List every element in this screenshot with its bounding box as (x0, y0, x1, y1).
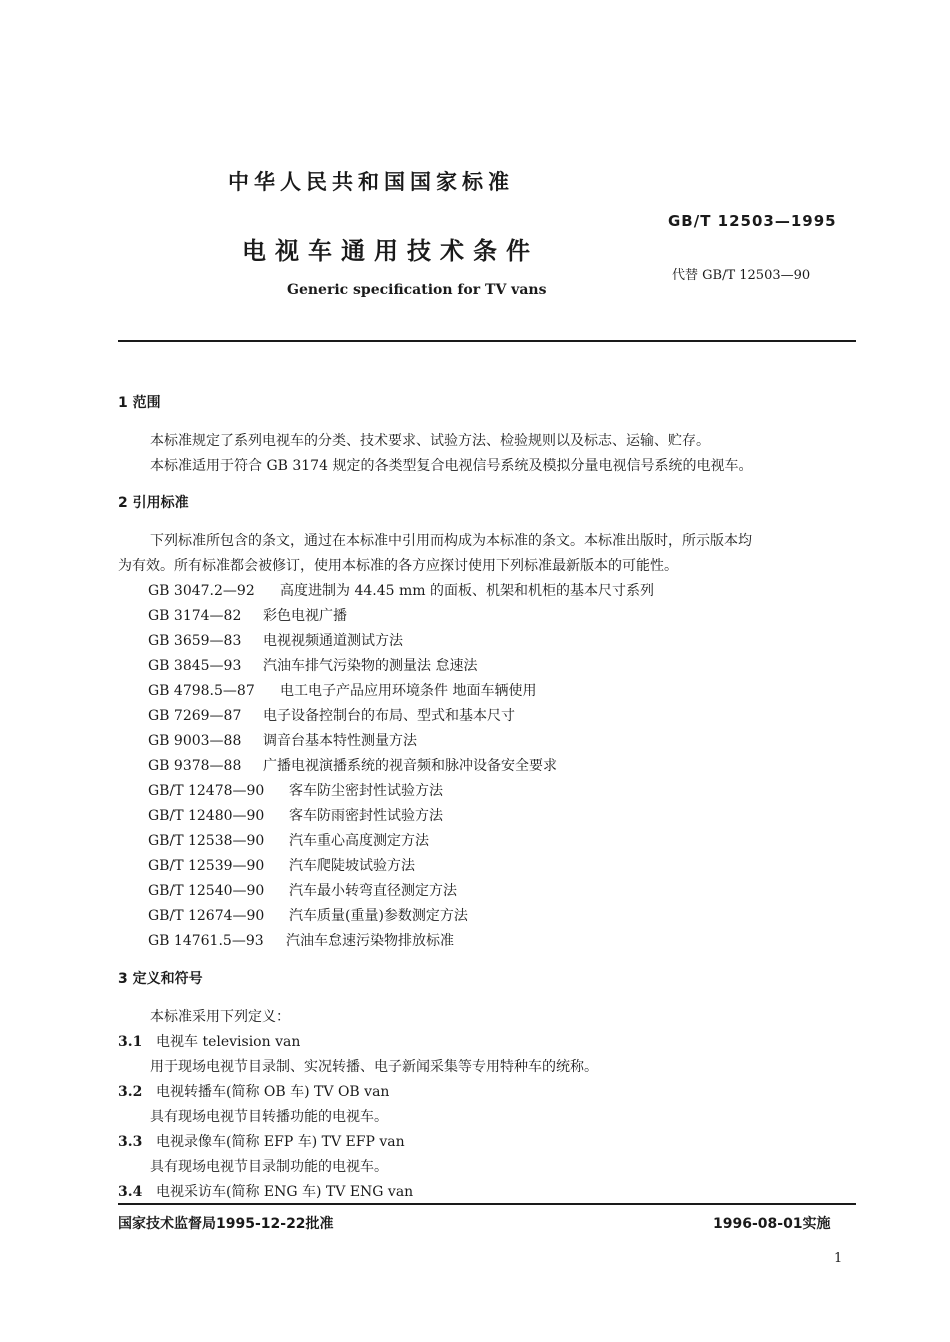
standard-code: GB/T 12480—90 (148, 808, 265, 824)
list-item (148, 605, 347, 625)
page-number: 1 (834, 1251, 843, 1266)
document-title: 电视车通用技术条件 (242, 237, 539, 265)
standard-code: GB/T 12540—90 (148, 883, 265, 899)
definition-3-3-term (118, 1131, 405, 1151)
supersedes-note: 代替 GB/T 12503—90 (672, 268, 811, 283)
standard-title: 调音台基本特性测量方法 (263, 733, 417, 749)
definition-number: 3.2 (118, 1084, 143, 1100)
section-3-intro: 本标准采用下列定义： (150, 1009, 290, 1025)
section-3-heading: 3 定义和符号 (118, 971, 203, 987)
footer-divider (118, 1203, 856, 1205)
definition-term: 电视车 television van (156, 1034, 301, 1050)
standard-title: 汽车重心高度测定方法 (289, 833, 429, 849)
standard-code: GB/T 12539—90 (148, 858, 265, 874)
standard-code: GB 7269—87 (148, 708, 242, 724)
section-1-paragraph-1: 本标准规定了系列电视车的分类、技术要求、试验方法、检验规则以及标志、运输、贮存。 (150, 433, 710, 449)
list-item (148, 680, 536, 700)
definition-3-2-description: 具有现场电视节目转播功能的电视车。 (150, 1109, 388, 1125)
list-item (148, 830, 429, 850)
org-title: 中华人民共和国国家标准 (228, 170, 514, 194)
standard-code: GB/T 12478—90 (148, 783, 265, 799)
definition-3-2-term (118, 1081, 389, 1101)
standard-code: GB 3845—93 (148, 658, 242, 674)
approval-note: 国家技术监督局1995-12-22批准 (118, 1216, 334, 1232)
list-item (148, 705, 515, 725)
standard-code: GB 3047.2—92 (148, 583, 255, 599)
standard-title: 客车防雨密封性试验方法 (289, 808, 443, 824)
definition-number: 3.4 (118, 1184, 143, 1200)
standard-code: GB 3174—82 (148, 608, 242, 624)
definition-3-3-description: 具有现场电视节目录制功能的电视车。 (150, 1159, 388, 1175)
list-item (148, 730, 417, 750)
section-2-intro-line-2: 为有效。所有标准都会被修订，使用本标准的各方应探讨使用下列标准最新版本的可能性。 (118, 558, 678, 574)
definition-number: 3.3 (118, 1134, 143, 1150)
standard-title: 电工电子产品应用环境条件 地面车辆使用 (280, 683, 537, 699)
standard-title: 广播电视演播系统的视音频和脉冲设备安全要求 (263, 758, 557, 774)
standard-title: 汽车质量(重量)参数测定方法 (289, 908, 468, 924)
definition-number: 3.1 (118, 1034, 143, 1050)
standard-code: GB/T 12538—90 (148, 833, 265, 849)
section-2-heading: 2 引用标准 (118, 495, 189, 511)
list-item (148, 930, 454, 950)
standard-number: GB/T 12503—1995 (668, 212, 837, 230)
section-1-paragraph-2: 本标准适用于符合 GB 3174 规定的各类型复合电视信号系统及模拟分量电视信号系统的电视车。 (150, 458, 753, 474)
section-1-heading: 1 范围 (118, 395, 161, 411)
standard-title: 电子设备控制台的布局、型式和基本尺寸 (263, 708, 515, 724)
standard-title: 汽油车排气污染物的测量法 怠速法 (263, 658, 478, 674)
list-item (148, 805, 443, 825)
standard-title: 彩色电视广播 (263, 608, 347, 624)
list-item (148, 630, 403, 650)
section-2-intro-line-1: 下列标准所包含的条文，通过在本标准中引用而构成为本标准的条文。本标准出版时，所示版本均 (150, 533, 752, 549)
standard-title: 汽车最小转弯直径测定方法 (289, 883, 457, 899)
standard-code: GB 4798.5—87 (148, 683, 255, 699)
standard-code: GB/T 12674—90 (148, 908, 265, 924)
standard-title: 客车防尘密封性试验方法 (289, 783, 443, 799)
list-item (148, 905, 468, 925)
list-item (148, 580, 654, 600)
standard-code: GB 9378—88 (148, 758, 242, 774)
standard-title: 电视视频通道测试方法 (263, 633, 403, 649)
definition-3-1-description: 用于现场电视节目录制、实况转播、电子新闻采集等专用特种车的统称。 (150, 1059, 598, 1075)
list-item (148, 855, 415, 875)
standard-title: 汽车爬陡坡试验方法 (289, 858, 415, 874)
definition-term: 电视录像车(简称 EFP 车) TV EFP van (156, 1134, 405, 1150)
list-item (148, 880, 457, 900)
document-title-english: Generic specification for TV vans (287, 282, 547, 298)
definition-term: 电视转播车(简称 OB 车) TV OB van (156, 1084, 390, 1100)
header-divider (118, 340, 856, 342)
standard-title: 汽油车怠速污染物排放标准 (286, 933, 454, 949)
list-item (148, 655, 477, 675)
standard-code: GB 3659—83 (148, 633, 242, 649)
standard-code: GB 14761.5—93 (148, 933, 264, 949)
definition-3-1-term (118, 1031, 300, 1051)
list-item (148, 780, 443, 800)
list-item (148, 755, 557, 775)
effective-date: 1996-08-01实施 (713, 1216, 831, 1232)
standard-title: 高度进制为 44.45 mm 的面板、机架和机柜的基本尺寸系列 (280, 583, 654, 599)
definition-3-4-term (118, 1181, 413, 1201)
definition-term: 电视采访车(简称 ENG 车) TV ENG van (156, 1184, 414, 1200)
standard-code: GB 9003—88 (148, 733, 242, 749)
